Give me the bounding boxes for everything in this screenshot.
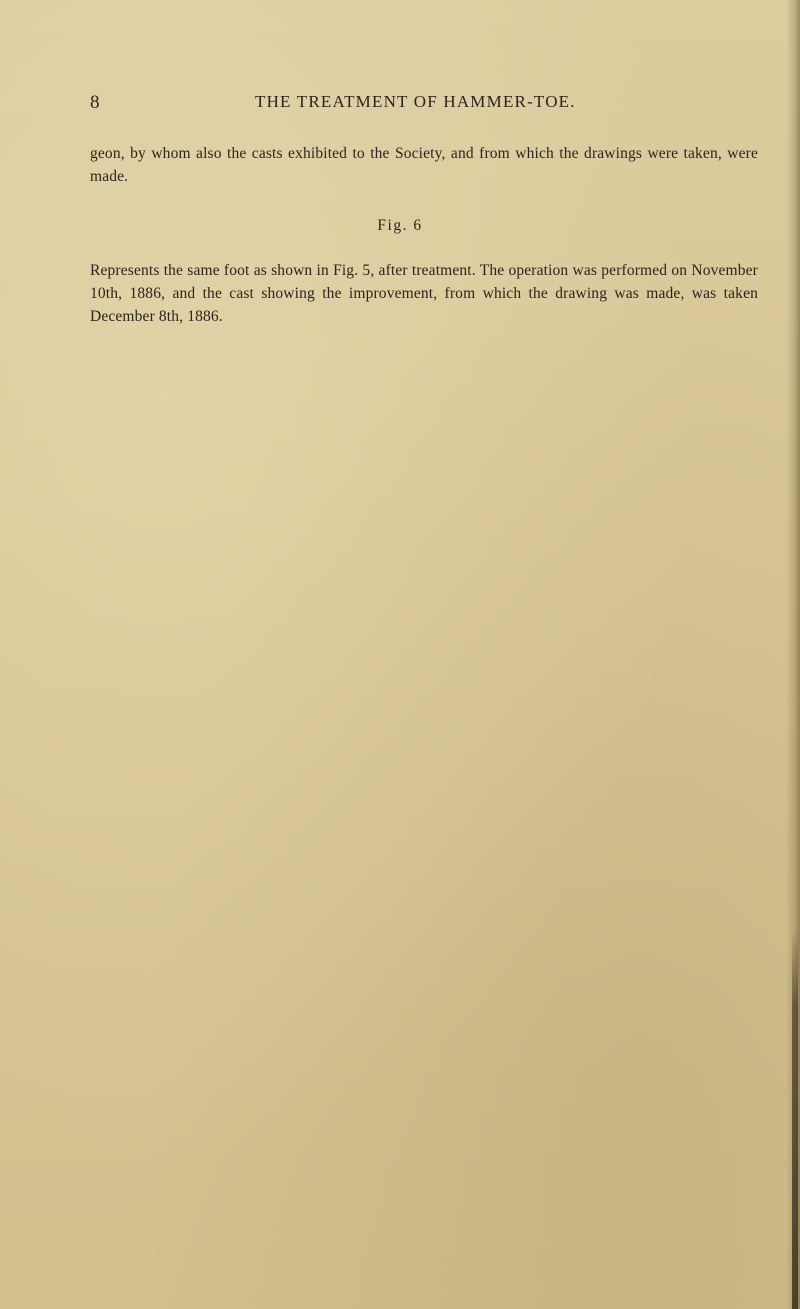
- figure-heading: Fig. 6: [377, 217, 423, 234]
- page-header: [90, 92, 730, 120]
- page-number: 8: [90, 92, 100, 113]
- paragraph-continuation: geon, by whom also the casts exhibited to the Society, and from which the drawings were taken, were made.: [90, 145, 758, 185]
- figure-description: Represents the same foot as shown in Fig. 5, after treatment. The operation was performed on November 10th, 1886, and the cast showing the improvement, from which the drawing was made, was taken December 8th, 1886.: [90, 262, 758, 325]
- running-title: THE TREATMENT OF HAMMER-TOE.: [255, 92, 576, 111]
- page-binding-edge: [792, 930, 798, 1309]
